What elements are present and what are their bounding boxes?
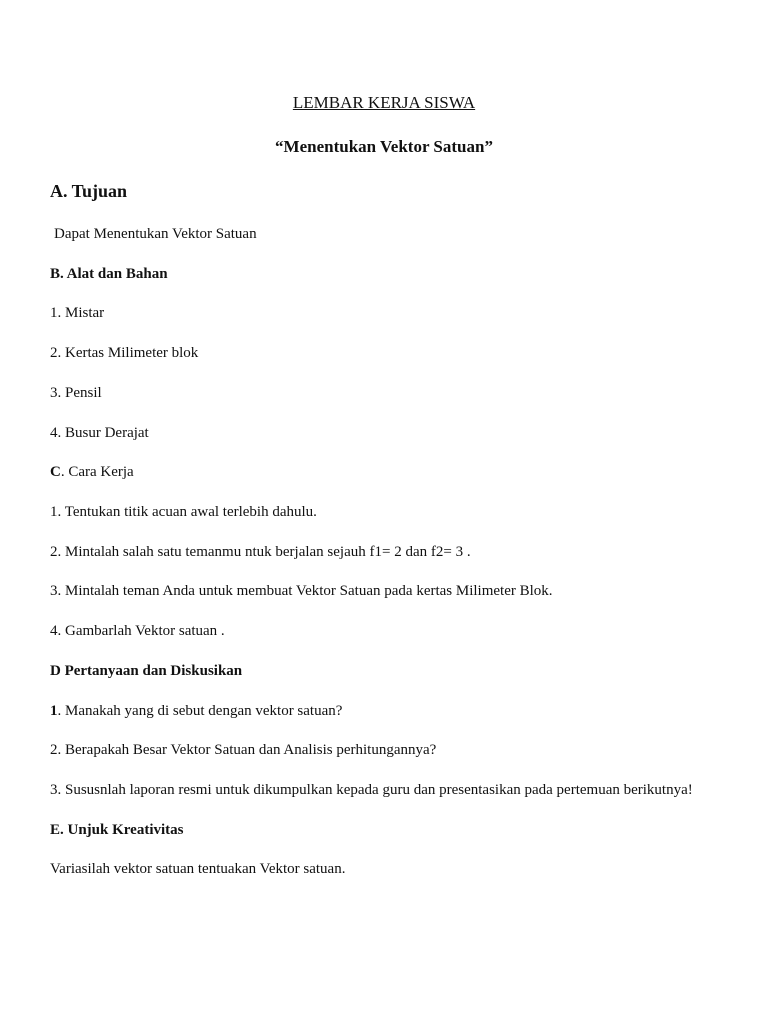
question-item [50, 702, 342, 720]
step-item: 1. Tentukan titik acuan awal terlebih dahulu. [50, 504, 317, 520]
step-item: 2. Mintalah salah satu temanmu ntuk berjalan sejauh f1= 2 dan f2= 3 . [50, 544, 471, 560]
list-item: 4. Busur Derajat [50, 425, 149, 441]
question-number: 1 [50, 703, 58, 719]
page-subtitle: “Menentukan Vektor Satuan” [275, 137, 493, 156]
step-item: 3. Mintalah teman Anda untuk membuat Vektor Satuan pada kertas Milimeter Blok. [50, 583, 553, 599]
section-e-text: Variasilah vektor satuan tentuakan Vektor satuan. [50, 861, 346, 877]
section-a-text: Dapat Menentukan Vektor Satuan [54, 226, 257, 242]
section-d-heading: D Pertanyaan dan Diskusikan [50, 663, 243, 679]
section-c-heading-text: . Cara Kerja [60, 464, 134, 480]
question-item: 2. Berapakah Besar Vektor Satuan dan Analisis perhitungannya? [50, 742, 437, 758]
step-item: 4. Gambarlah Vektor satuan . [50, 623, 225, 639]
list-item: 1. Mistar [50, 305, 105, 321]
section-a-heading: A. Tujuan [50, 181, 128, 201]
question-text: . Manakah yang di sebut dengan vektor satuan? [57, 703, 343, 719]
section-c-heading [50, 463, 134, 481]
section-e-heading: E. Unjuk Kreativitas [50, 822, 184, 838]
list-item: 2. Kertas Milimeter blok [50, 345, 199, 361]
section-c-letter: C [50, 464, 61, 480]
list-item: 3. Pensil [50, 385, 102, 401]
question-item: 3. Sususnlah laporan resmi untuk dikumpulkan kepada guru dan presentasikan pada pertemuan berikutnya! [50, 782, 693, 798]
page-title: LEMBAR KERJA SISWA [292, 93, 476, 112]
section-b-heading: B. Alat dan Bahan [50, 266, 168, 282]
